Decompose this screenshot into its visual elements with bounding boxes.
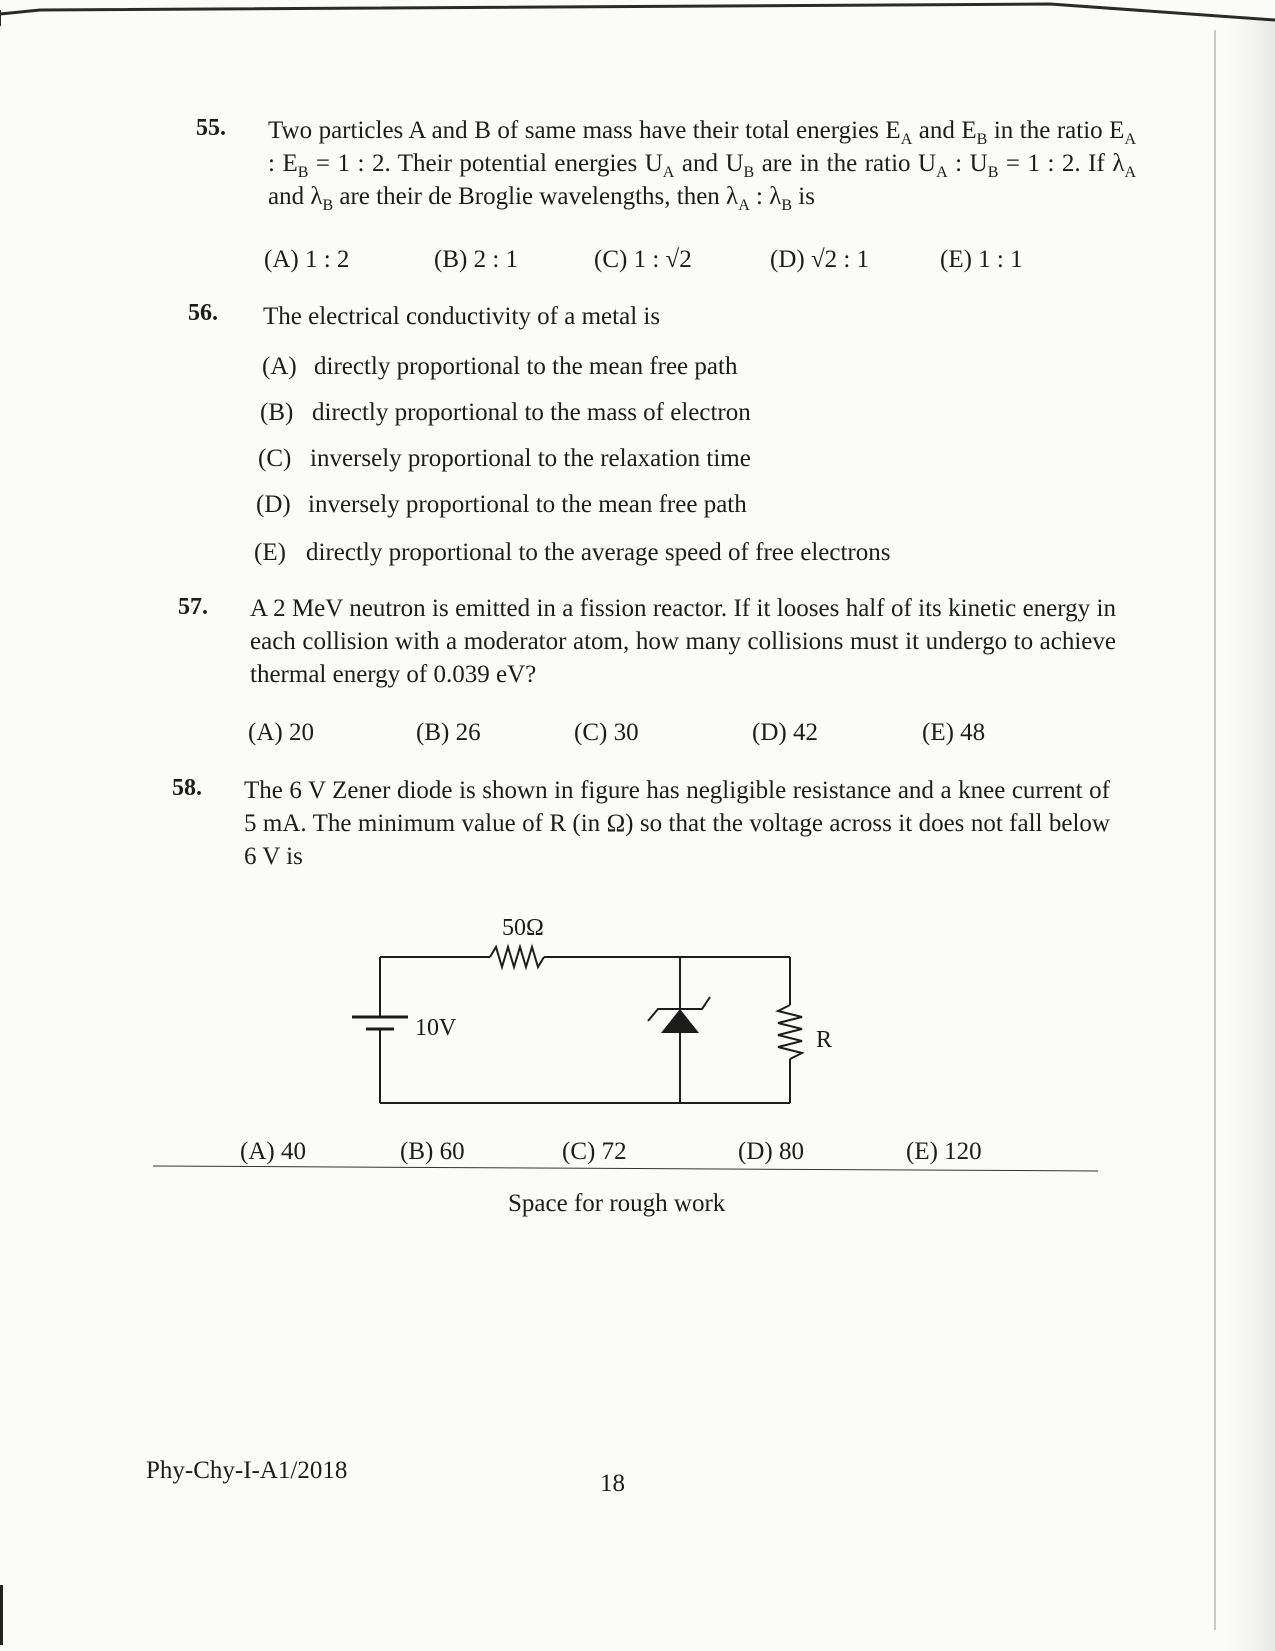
zener-diode-icon [661, 1009, 699, 1033]
option-d[interactable]: (D) √2 : 1 [770, 246, 870, 273]
question-text: The electrical conductivity of a metal is [263, 303, 661, 330]
option-c[interactable]: (C) 30 [574, 719, 639, 746]
option-e[interactable]: (E) 1 : 1 [940, 246, 1023, 273]
option-d[interactable]: (D) 80 [738, 1138, 804, 1165]
option-c[interactable]: (C) inversely proportional to the relaxation time [258, 445, 751, 472]
scan-edge [0, 0, 1275, 26]
load-resistor-label: R [816, 1027, 833, 1053]
binding-mark [0, 1585, 3, 1645]
option-a[interactable]: (A) 20 [248, 719, 314, 746]
question-text: A 2 MeV neutron is emitted in a fission reactor. If it looses half of its kinetic energy in each collision with a moderator atom, how many collisions must it undergo to achieve thermal energy of 0.039 eV? [250, 595, 1116, 688]
question-number: 57. [178, 594, 208, 620]
source-label: 10V [415, 1015, 457, 1041]
option-e[interactable]: (E) 120 [906, 1138, 982, 1165]
answer-options [248, 716, 985, 749]
series-resistor [490, 947, 544, 967]
option-b[interactable]: (B) 2 : 1 [434, 246, 519, 273]
question-number: 56. [188, 300, 218, 326]
question-text: The 6 V Zener diode is shown in figure has negligible resistance and a knee current of 5 mA. The minimum value of R (in Ω) so that the voltage across it does not fall below 6 V is [244, 777, 1110, 870]
option-c[interactable]: (C) 72 [562, 1138, 627, 1165]
load-resistor [778, 1005, 802, 1059]
option-e[interactable]: (E) directly proportional to the average speed of free electrons [254, 539, 891, 566]
answer-options [240, 1135, 982, 1168]
option-e[interactable]: (E) 48 [922, 719, 986, 746]
option-a[interactable]: (A) directly proportional to the mean free path [262, 353, 738, 380]
question-number: 55. [196, 115, 226, 141]
option-a[interactable]: (A) 40 [240, 1138, 306, 1165]
question-number: 58. [172, 775, 202, 801]
option-a[interactable]: (A) 1 : 2 [264, 246, 350, 273]
page-number: 18 [600, 1470, 625, 1497]
answer-options [264, 243, 1023, 276]
paper-code: Phy-Chy-I-A1/2018 [146, 1457, 348, 1484]
option-b[interactable]: (B) 26 [416, 719, 481, 746]
page-fold-line [1214, 30, 1216, 1630]
option-d[interactable]: (D) inversely proportional to the mean free path [256, 491, 747, 518]
option-b[interactable]: (B) directly proportional to the mass of electron [260, 399, 751, 426]
scan-shadow [1227, 20, 1275, 1651]
zener-circuit-diagram [330, 905, 850, 1130]
option-b[interactable]: (B) 60 [400, 1138, 465, 1165]
rough-work-label: Space for rough work [508, 1190, 726, 1217]
option-c[interactable]: (C) 1 : √2 [594, 246, 692, 273]
series-resistor-label: 50Ω [502, 915, 544, 941]
question-text: Two particles A and B of same mass have their total energies $E_A$ and $E_B$ in the ratio $E_A$ : $E_B = 1$ : 2. Their potential energies $U_A$ and $U_B$ are in the ratio $U_A$ : $U_B = 1$ : 2. If $\lambda_A$ and $\lambda_B$ are their de Broglie wavelengths, then $\lambda_A$ : $\lambda_B$ is [268, 117, 1137, 214]
option-d[interactable]: (D) 42 [752, 719, 818, 746]
